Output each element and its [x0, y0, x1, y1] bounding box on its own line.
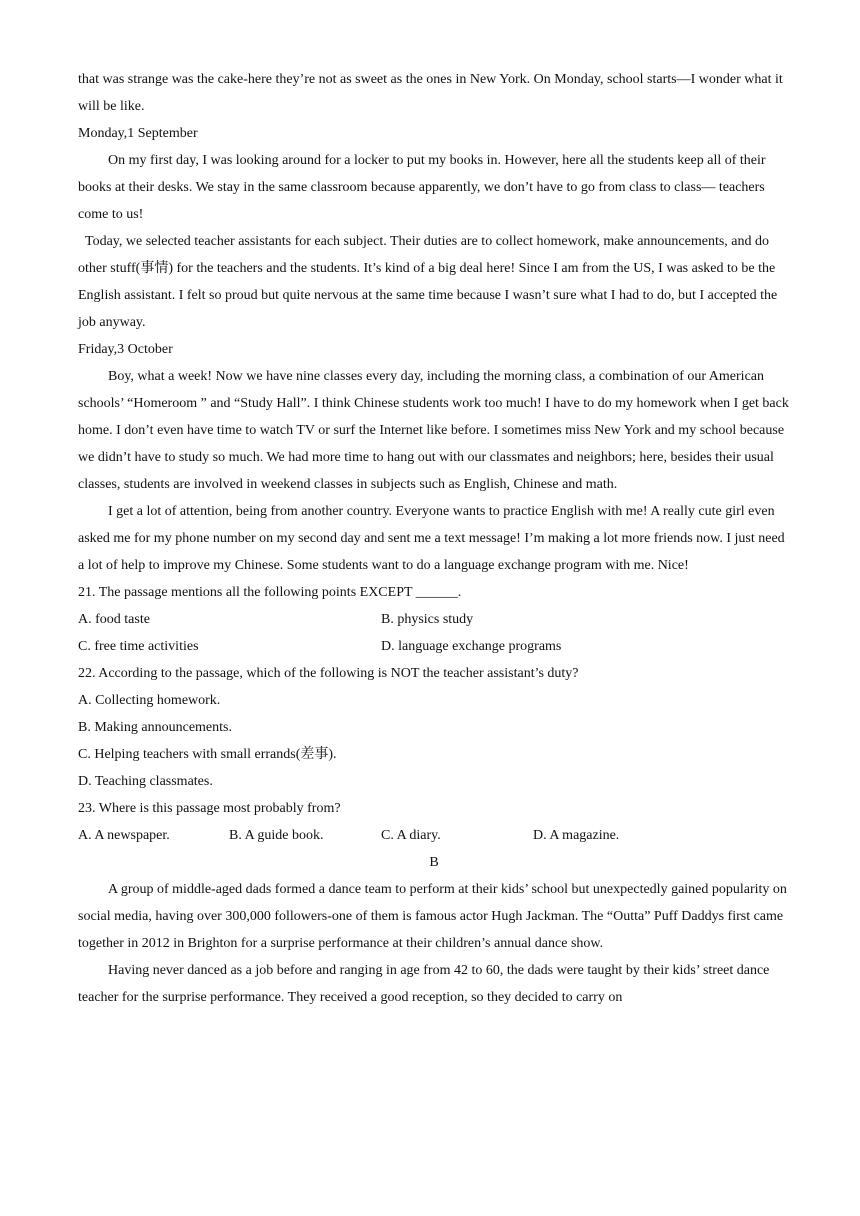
question-21 [78, 579, 790, 660]
question-23-option-a: A. A newspaper. [78, 828, 170, 843]
question-23 [78, 795, 790, 849]
question-21-options-row-1 [78, 606, 790, 633]
question-22-option-a: A. Collecting homework. [78, 693, 221, 708]
question-22-option-c: C. Helping teachers with small errands(差事). [78, 747, 337, 762]
question-21-option-b: B. physics study [381, 612, 474, 627]
document-page [78, 66, 790, 1011]
question-23-stem: 23. Where is this passage most probably from? [78, 801, 341, 816]
passage-a-paragraph-1: On my first day, I was looking around for a locker to put my books in. However, here all the students keep all of their books at their desks. We stay in the same classroom because apparently, we don’t have to go from class to class— teachers come to us! [78, 153, 766, 222]
passage-b-heading: B [429, 855, 439, 870]
passage-a-paragraph-4: I get a lot of attention, being from another country. Everyone wants to practice English with me! A really cute girl even asked me for my phone number on my second day and sent me a text message! I’m making a lot more friends now. I just need a lot of help to improve my Chinese. Some students want to do a language exchange program with me. Nice! [78, 504, 785, 573]
question-22-stem: 22. According to the passage, which of the following is NOT the teacher assistant’s duty? [78, 666, 579, 681]
question-23-option-b: B. A guide book. [229, 828, 324, 843]
question-21-option-a: A. food taste [78, 612, 150, 627]
question-23-option-d: D. A magazine. [533, 828, 620, 843]
question-21-option-c: C. free time activities [78, 639, 199, 654]
question-23-option-c: C. A diary. [381, 828, 441, 843]
question-21-options-row-2 [78, 633, 790, 660]
question-22-option-b: B. Making announcements. [78, 720, 232, 735]
question-22-option-d: D. Teaching classmates. [78, 774, 213, 789]
passage-a-paragraph-3: Boy, what a week! Now we have nine classes every day, including the morning class, a combination of our American schools’ “Homeroom ” and “Study Hall”. I think Chinese students work too much! I have to do my homework when I get back home. I don’t even have time to watch TV or surf the Internet like before. I sometimes miss New York and my school because we didn’t have to study so much. We had more time to hang out with our classmates and neighbors; here, besides their usual classes, students are involved in weekend classes in subjects such as English, Chinese and math. [78, 369, 789, 492]
passage-a-paragraph-2: Today, we selected teacher assistants for each subject. Their duties are to collect homework, make announcements, and do other stuff(事情) for the teachers and the students. It’s kind of a big deal here! Since I am from the US, I was asked to be the English assistant. I felt so proud but quite nervous at the same time because I wasn’t sure what I had to do, but I accepted the job anyway. [78, 234, 778, 330]
diary-date-friday: Friday,3 October [78, 342, 173, 357]
question-21-stem: 21. The passage mentions all the following points EXCEPT ______. [78, 585, 462, 600]
passage-a-paragraph-0: that was strange was the cake-here they’re not as sweet as the ones in New York. On Monday, school starts—I wonder what it will be like. [78, 72, 783, 114]
question-23-options-row [78, 822, 790, 849]
question-22 [78, 660, 790, 795]
diary-date-monday: Monday,1 September [78, 126, 198, 141]
question-21-option-d: D. language exchange programs [381, 639, 562, 654]
passage-b-paragraph-1: A group of middle-aged dads formed a dance team to perform at their kids’ school but unexpectedly gained popularity on social media, having over 300,000 followers-one of them is famous actor Hugh Jackman. The “Outta” Puff Daddys first came together in 2012 in Brighton for a surprise performance at their children’s annual dance show. [78, 882, 787, 951]
passage-b-paragraph-2: Having never danced as a job before and ranging in age from 42 to 60, the dads were taught by their kids’ street dance teacher for the surprise performance. They received a good reception, so they decided to carry on [78, 963, 770, 1005]
